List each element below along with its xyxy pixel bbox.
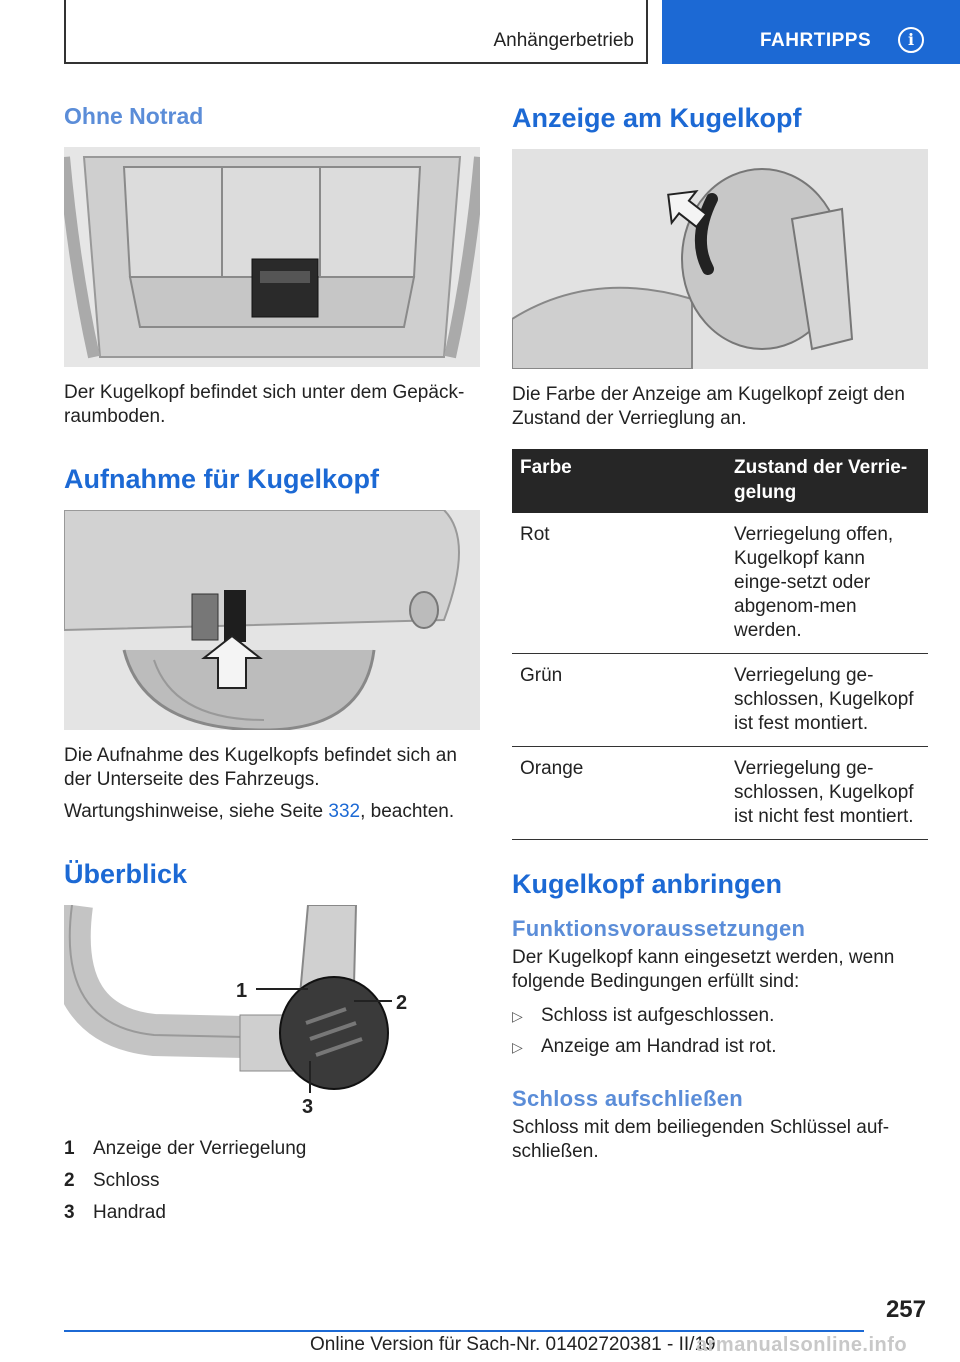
list-item bbox=[512, 1004, 928, 1028]
legend-item bbox=[64, 1137, 480, 1161]
funktion-text: Der Kugelkopf kann eingesetzt werden, wenn folgende Bedingungen erfüllt sind: bbox=[512, 947, 895, 992]
info-icon[interactable]: i bbox=[898, 27, 924, 53]
aufnahme-text-2-start: Wartungshinweise, siehe Seite bbox=[64, 801, 329, 822]
aufnahme-text-1: Die Aufnahme des Kugelkopfs befindet sich an der Unterseite des Fahrzeugs. bbox=[64, 745, 457, 790]
legend-num: 2 bbox=[64, 1170, 75, 1191]
header-section: FAHRTIPPS bbox=[760, 30, 872, 51]
callout-1: 1 bbox=[236, 980, 248, 1002]
anzeige-text: Die Farbe der Anzeige am Kugelkopf zeigt den Zustand der Verrieglung an. bbox=[512, 384, 905, 429]
heading-aufnahme: Aufnahme für Kugelkopf bbox=[64, 464, 379, 494]
heading-anbringen: Kugelkopf anbringen bbox=[512, 869, 782, 899]
table-cell-state: Verriegelung ge-schlossen, Kugelkopf ist nicht fest montiert. bbox=[726, 747, 928, 840]
header-section-bar[interactable] bbox=[662, 0, 960, 64]
ball-head-indicator-illustration bbox=[512, 149, 928, 369]
aufnahme-text-2 bbox=[64, 800, 480, 824]
bullet-text: Schloss ist aufgeschlossen. bbox=[541, 1005, 775, 1026]
table-cell-color: Orange bbox=[512, 747, 726, 840]
indicator-color-table bbox=[512, 449, 928, 840]
table-cell-state: Verriegelung ge-schlossen, Kugelkopf ist fest montiert. bbox=[726, 654, 928, 747]
trunk-illustration bbox=[64, 147, 480, 367]
page-number: 257 bbox=[885, 1296, 926, 1323]
legend-num: 1 bbox=[64, 1138, 75, 1159]
footer-text: Online Version für Sach-Nr. 01402720381 - II/19 bbox=[310, 1334, 716, 1355]
ohne-notrad-text: Der Kugelkopf befindet sich unter dem Gepäck-raumboden. bbox=[64, 382, 465, 427]
bullet-text: Anzeige am Handrad ist rot. bbox=[541, 1036, 777, 1057]
callout-3: 3 bbox=[302, 1096, 314, 1118]
triangle-bullet-icon: ▷ bbox=[512, 1039, 523, 1055]
table-header-zustand: Zustand der Verrie-gelung bbox=[726, 449, 928, 513]
legend-list bbox=[64, 1137, 480, 1225]
legend-item bbox=[64, 1201, 480, 1225]
legend-num: 3 bbox=[64, 1202, 75, 1223]
conditions-list bbox=[512, 1004, 928, 1059]
header-chapter: Anhängerbetrieb bbox=[493, 30, 634, 51]
footer-divider bbox=[64, 1330, 864, 1332]
heading-anzeige: Anzeige am Kugelkopf bbox=[512, 103, 802, 133]
table-header-row bbox=[512, 449, 928, 513]
table-row bbox=[512, 747, 928, 840]
heading-schloss-aufschliessen: Schloss aufschließen bbox=[512, 1086, 743, 1111]
page-332-link[interactable]: 332 bbox=[328, 801, 361, 822]
legend-label: Handrad bbox=[93, 1202, 166, 1223]
table-cell-color: Grün bbox=[512, 654, 726, 747]
aufnahme-text-2-end: , beachten. bbox=[360, 801, 455, 822]
legend-label: Schloss bbox=[93, 1170, 160, 1191]
legend-item bbox=[64, 1169, 480, 1193]
watermark: armanualsonline.info bbox=[696, 1334, 908, 1356]
list-item bbox=[512, 1035, 928, 1059]
heading-funktionsvoraussetzungen: Funktionsvoraussetzungen bbox=[512, 916, 806, 941]
triangle-bullet-icon: ▷ bbox=[512, 1008, 523, 1024]
heading-ueberblick: Überblick bbox=[64, 859, 188, 889]
heading-ohne-notrad: Ohne Notrad bbox=[64, 103, 204, 129]
table-cell-state: Verriegelung offen, Kugelkopf kann einge-setzt oder abgenom-men werden. bbox=[726, 513, 928, 654]
ball-head-overview-illustration bbox=[64, 905, 480, 1119]
hitch-receptacle-illustration bbox=[64, 510, 480, 730]
left-column bbox=[64, 100, 480, 1233]
table-row bbox=[512, 513, 928, 654]
legend-label: Anzeige der Verriegelung bbox=[93, 1138, 307, 1159]
schloss-text: Schloss mit dem beiliegenden Schlüssel auf-schließen. bbox=[512, 1117, 890, 1162]
table-row bbox=[512, 654, 928, 747]
right-column bbox=[512, 100, 928, 1164]
table-header-farbe: Farbe bbox=[512, 449, 726, 513]
table-cell-color: Rot bbox=[512, 513, 726, 654]
callout-2: 2 bbox=[396, 992, 408, 1014]
header-chapter-box bbox=[64, 0, 648, 64]
